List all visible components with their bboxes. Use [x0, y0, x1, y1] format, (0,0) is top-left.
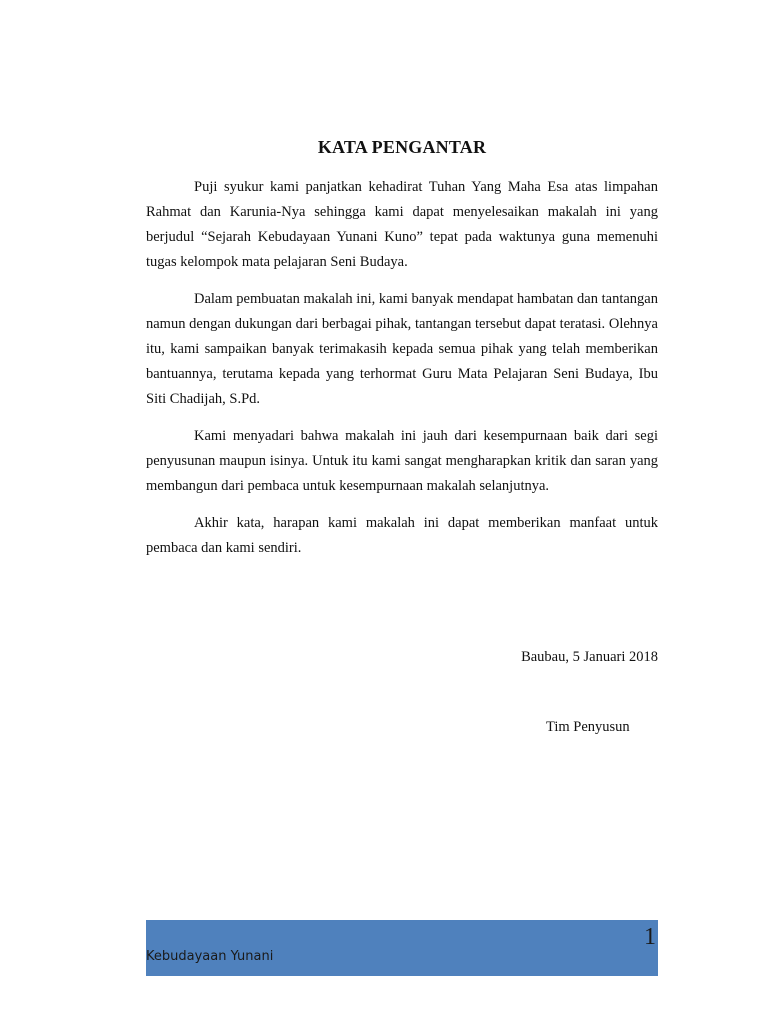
paragraph-1: Puji syukur kami panjatkan kehadirat Tuhan Yang Maha Esa atas limpahan Rahmat dan Karunia-Nya sehingga kami dapat menyelesaikan makalah ini yang berjudul “Sejarah Kebudayaan Yunani Kuno” tepat pada waktunya guna memenuhi tugas kelompok mata pelajaran Seni Budaya. [146, 179, 658, 270]
page-number: 1 [644, 924, 656, 950]
document-body [146, 175, 658, 573]
paragraph-4: Akhir kata, harapan kami makalah ini dapat memberikan manfaat untuk pembaca dan kami sendiri. [146, 515, 658, 556]
place-date: Baubau, 5 Januari 2018 [521, 649, 658, 665]
signer: Tim Penyusun [546, 719, 630, 735]
paragraph-3: Kami menyadari bahwa makalah ini jauh dari kesempurnaan baik dari segi penyusunan maupun isinya. Untuk itu kami sangat mengharapkan kritik dan saran yang membangun dari pembaca untuk kesempurnaan makalah selanjutnya. [146, 428, 658, 494]
page-title: KATA PENGANTAR [317, 137, 487, 157]
footer-title: Kebudayaan Yunani [146, 949, 274, 964]
paragraph-2: Dalam pembuatan makalah ini, kami banyak mendapat hambatan dan tantangan namun dengan dukungan dari berbagai pihak, tantangan tersebut dapat teratasi. Olehnya itu, kami sampaikan banyak terimakasih kepada semua pihak yang telah memberikan bantuannya, terutama kepada yang terhormat Guru Mata Pelajaran Seni Budaya, Ibu Siti Chadijah, S.Pd. [146, 291, 658, 407]
footer-bar [146, 920, 658, 976]
